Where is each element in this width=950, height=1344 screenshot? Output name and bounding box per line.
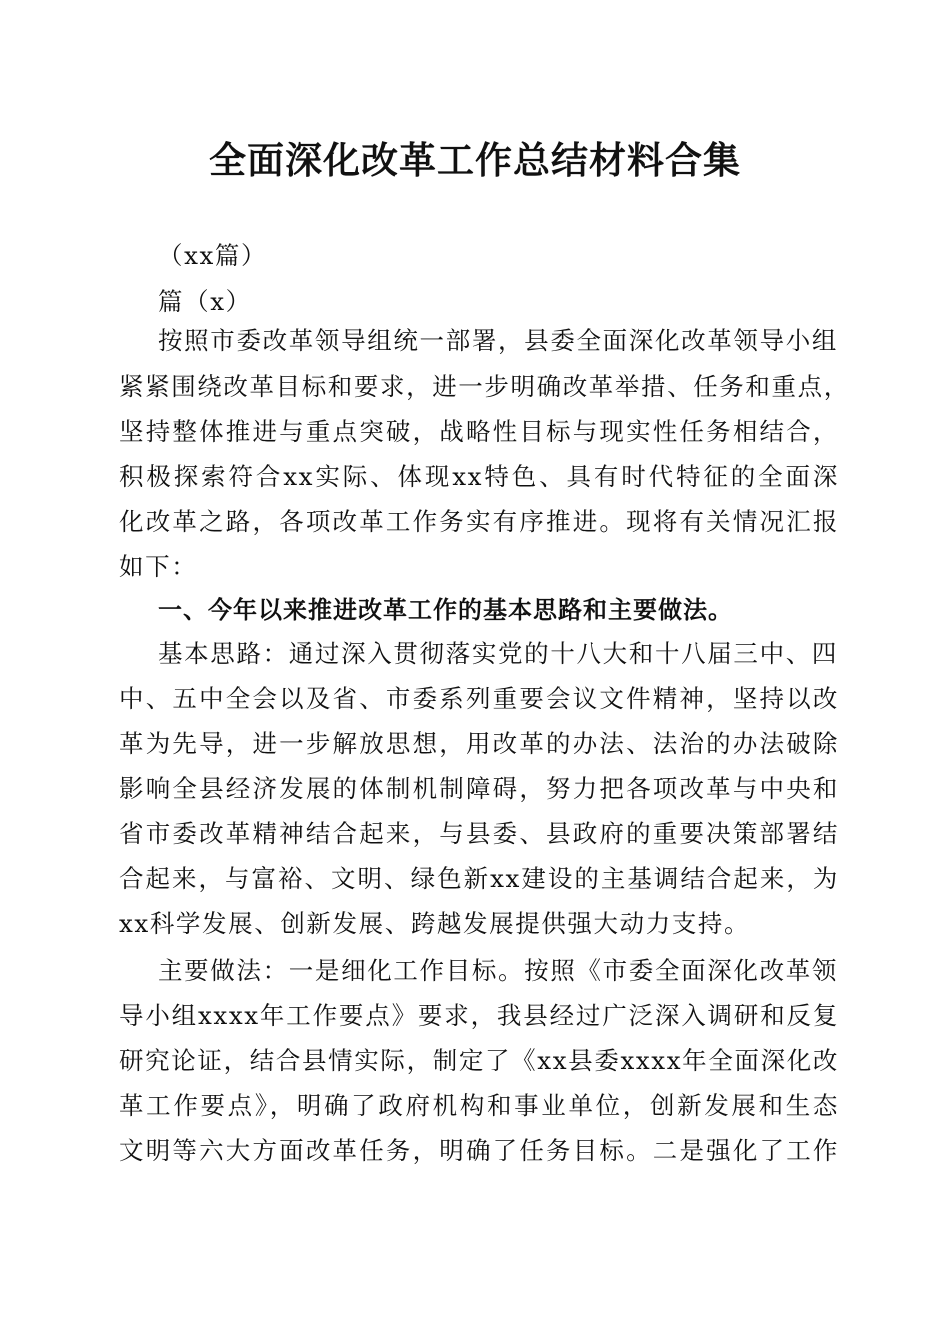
paragraph-line: 省市委改革精神结合起来，与县委、县政府的重要决策部署结 [119, 819, 839, 848]
paragraph-line: 影响全县经济发展的体制机制障碍，努力把各项改革与中央和 [119, 774, 839, 803]
paragraph-line: 积极探索符合xx实际、体现xx特色、具有时代特征的全面深 [119, 462, 839, 491]
paragraph-line: 研究论证，结合县情实际，制定了《xx县委xxxx年全面深化改 [119, 1046, 839, 1075]
paragraph-line: 化改革之路，各项改革工作务实有序推进。现将有关情况汇报 [119, 507, 839, 536]
paragraph-line: 导小组xxxx年工作要点》要求，我县经过广泛深入调研和反复 [119, 1001, 839, 1030]
document-subtitle: （xx篇） [158, 241, 268, 270]
paragraph-line: 革为先导，进一步解放思想，用改革的办法、法治的办法破除 [119, 729, 839, 758]
paragraph-line: 主要做法：一是细化工作目标。按照《市委全面深化改革领 [158, 956, 838, 985]
paragraph-line: 中、五中全会以及省、市委系列重要会议文件精神，坚持以改 [119, 684, 839, 713]
paragraph-line: 坚持整体推进与重点突破，战略性目标与现实性任务相结合， [119, 417, 839, 446]
paragraph-line: 合起来，与富裕、文明、绿色新xx建设的主基调结合起来，为 [119, 864, 839, 893]
section-heading: 一、今年以来推进改革工作的基本思路和主要做法。 [158, 596, 733, 624]
paragraph-line: 紧紧围绕改革目标和要求，进一步明确改革举措、任务和重点， [119, 372, 850, 401]
part-label: 篇（x） [158, 287, 252, 316]
document-title: 全面深化改革工作总结材料合集 [209, 138, 741, 182]
paragraph-line: 如下： [119, 552, 198, 581]
paragraph-line: 文明等六大方面改革任务，明确了任务目标。二是强化了工作 [119, 1136, 839, 1165]
paragraph-line: 革工作要点》，明确了政府机构和事业单位，创新发展和生态 [119, 1091, 839, 1120]
paragraph-line: 基本思路：通过深入贯彻落实党的十八大和十八届三中、四 [158, 639, 838, 668]
paragraph-line: xx科学发展、创新发展、跨越发展提供强大动力支持。 [119, 909, 751, 938]
paragraph-line: 按照市委改革领导组统一部署，县委全面深化改革领导小组 [158, 326, 838, 355]
